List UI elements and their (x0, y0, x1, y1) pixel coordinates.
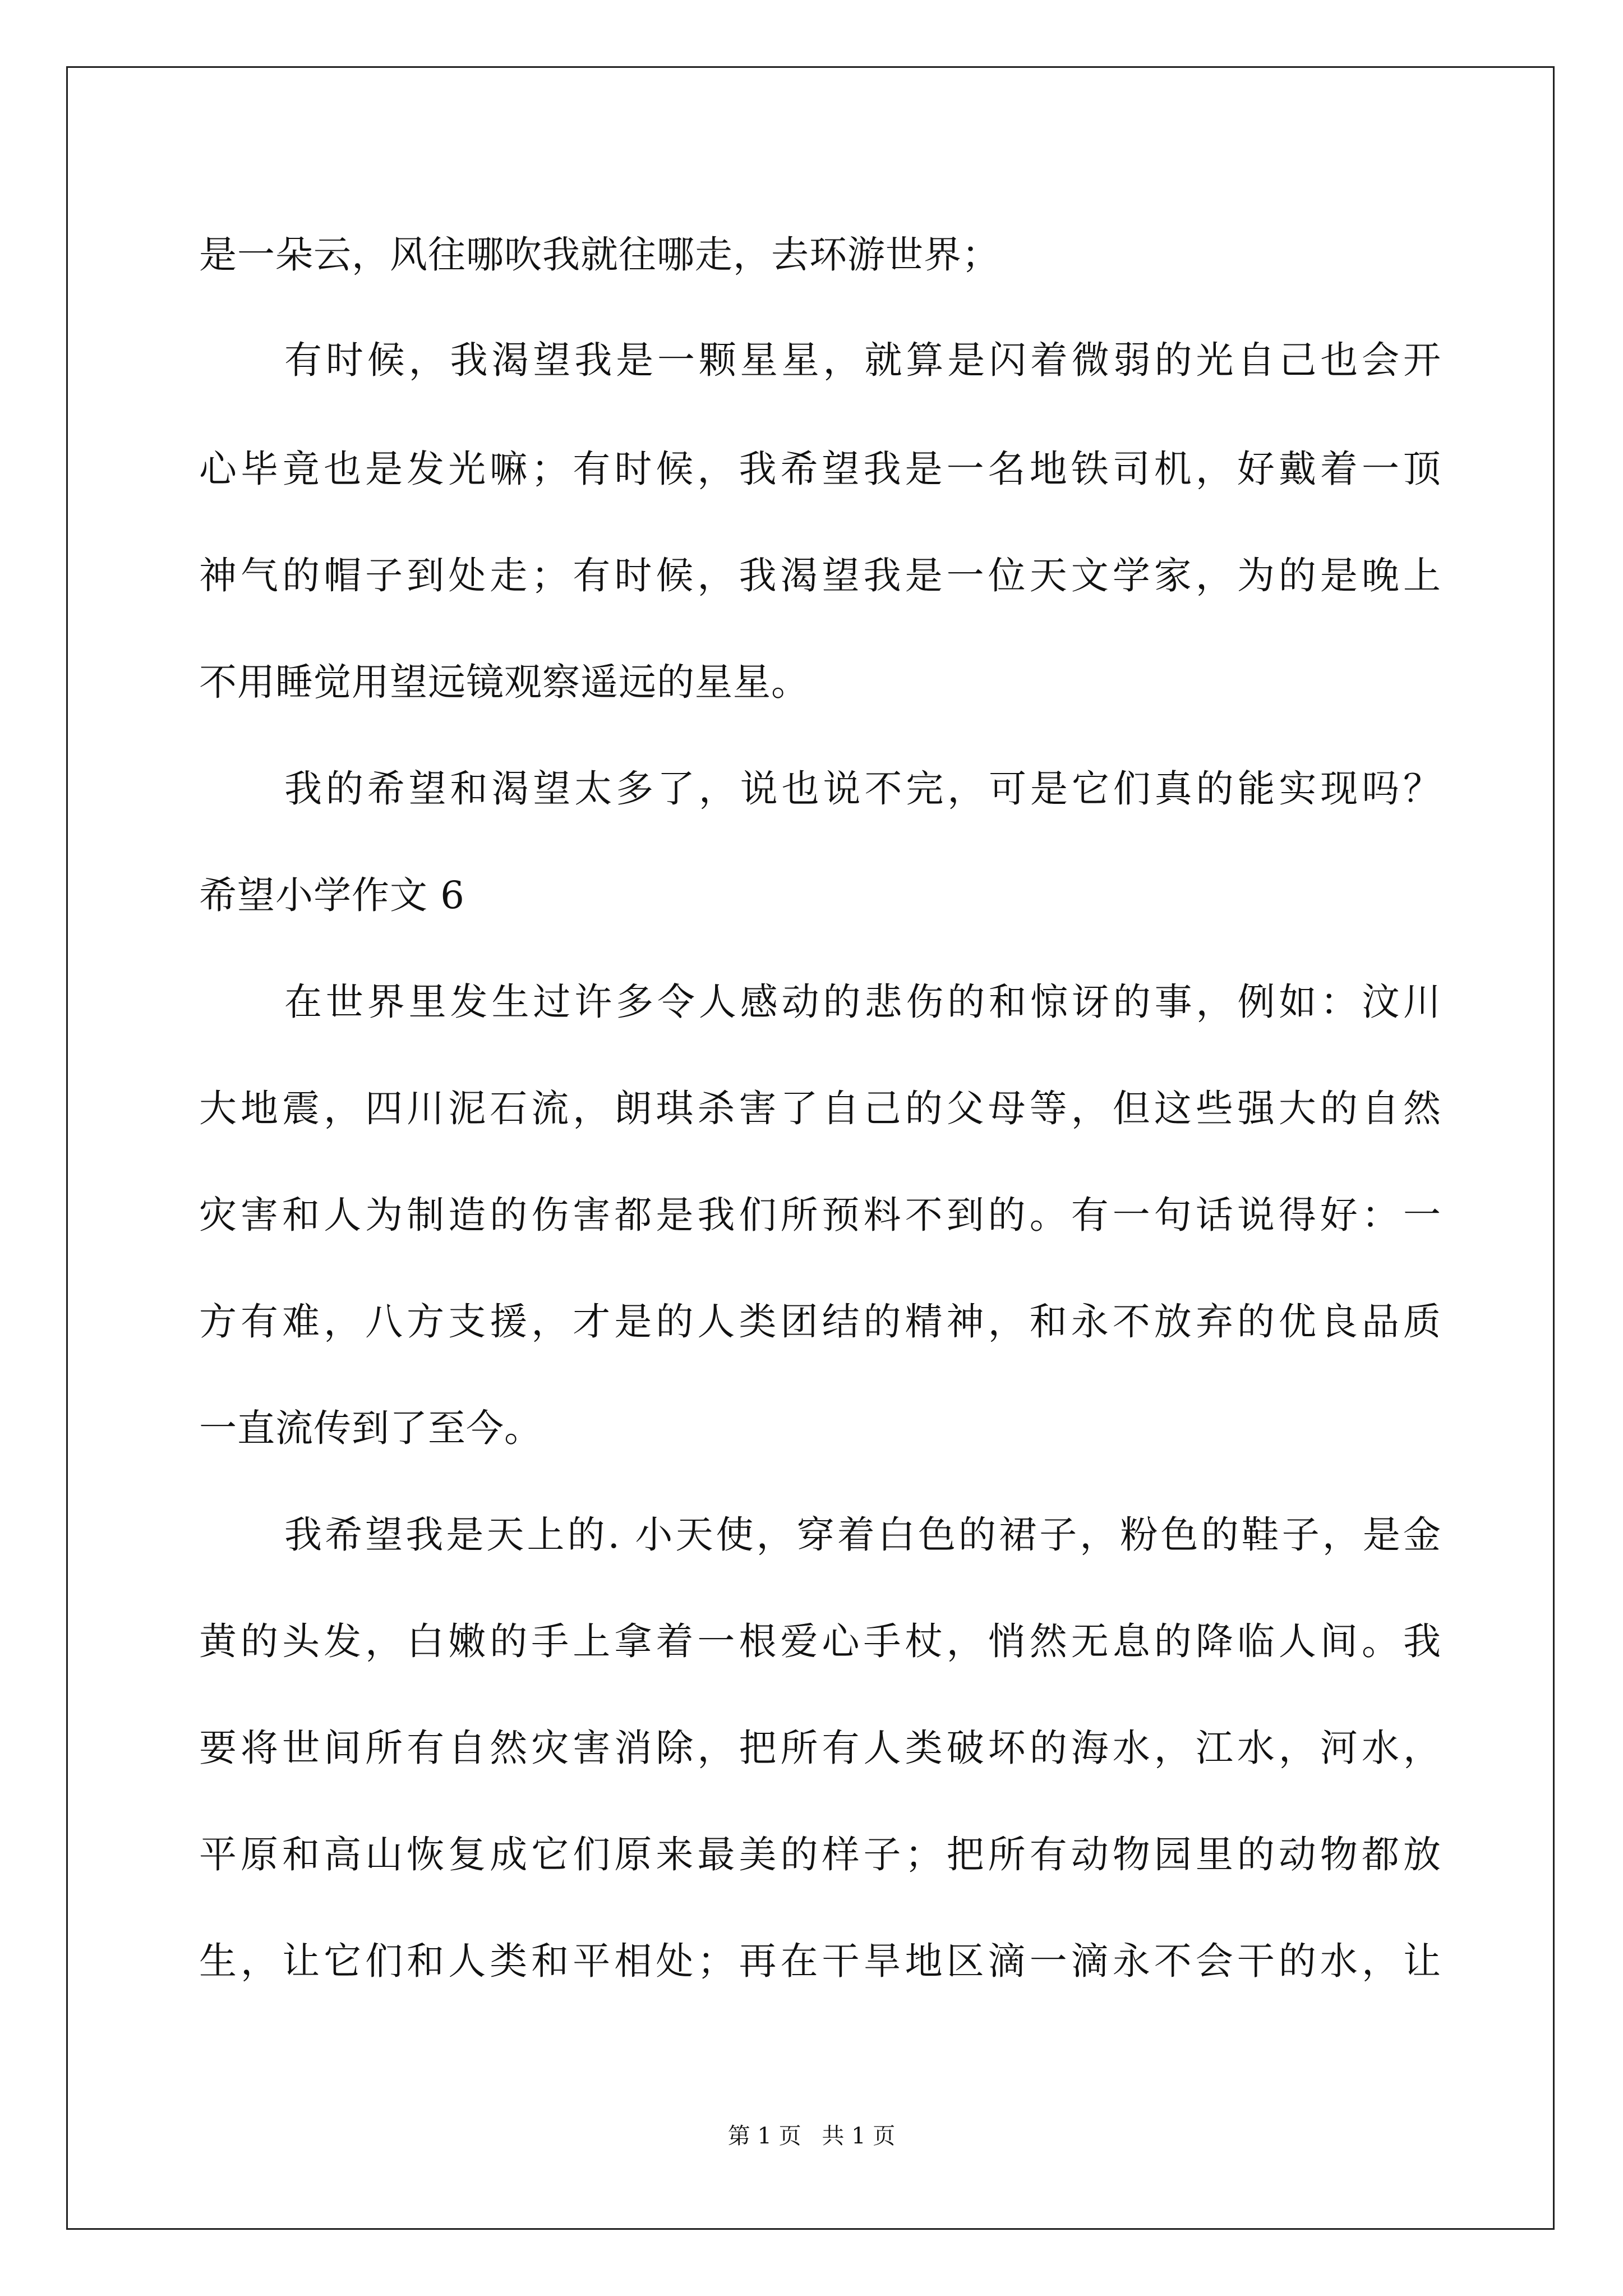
paragraph-first-line: 有时候，我渴望我是一颗星星，就算是闪着微弱的光自己也会开 (284, 338, 1441, 382)
text-line: 黄的头发，白嫩的手上拿着一根爱心手杖，悄然无息的降临人间。我 (199, 1619, 1441, 1663)
text-line: 生，让它们和人类和平相处；再在干旱地区滴一滴永不会干的水，让 (199, 1939, 1441, 1983)
page-frame (66, 66, 1555, 2230)
text-line: 是一朵云，风往哪吹我就往哪走，去环游世界； (199, 233, 1000, 277)
page-footer (0, 2120, 1623, 2152)
text-line: 心毕竟也是发光嘛；有时候，我希望我是一名地铁司机，好戴着一顶 (199, 447, 1441, 491)
text-line: 一直流传到了至今。 (199, 1406, 542, 1450)
text-line: 不用睡觉用望远镜观察遥远的星星。 (199, 660, 809, 704)
paragraph-first-line: 我希望我是天上的. 小天使，穿着白色的裙子，粉色的鞋子，是金 (284, 1513, 1441, 1557)
text-line: 平原和高山恢复成它们原来最美的样子；把所有动物园里的动物都放 (199, 1833, 1441, 1876)
text-line: 神气的帽子到处走；有时候，我渴望我是一位天文学家，为的是晚上 (199, 554, 1441, 597)
paragraph-first-line: 我的希望和渴望太多了，说也说不完，可是它们真的能实现吗？ (284, 767, 1441, 811)
text-line: 灾害和人为制造的伤害都是我们所预料不到的。有一句话说得好：一 (199, 1193, 1441, 1237)
section-heading: 希望小学作文 6 (199, 873, 465, 917)
page-total: 共 1 页 (822, 2123, 896, 2149)
text-line: 要将世间所有自然灾害消除，把所有人类破坏的海水，江水，河水， (199, 1726, 1441, 1770)
page-number: 第 1 页 (727, 2123, 801, 2149)
text-line: 方有难，八方支援，才是的人类团结的精神，和永不放弃的优良品质 (199, 1300, 1441, 1343)
text-line: 大地震，四川泥石流，朗琪杀害了自己的父母等，但这些强大的自然 (199, 1087, 1441, 1130)
paragraph-first-line: 在世界里发生过许多令人感动的悲伤的和惊讶的事，例如：汶川 (284, 980, 1441, 1024)
